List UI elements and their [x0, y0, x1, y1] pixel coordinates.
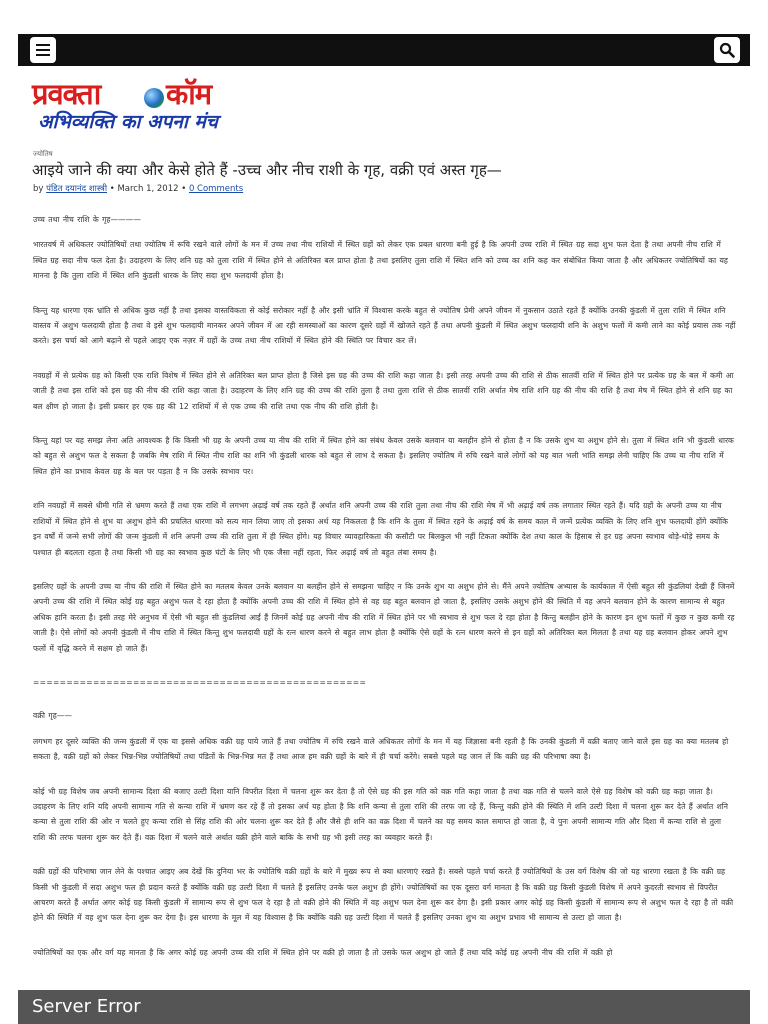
meta-separator: • — [178, 184, 189, 194]
logo-text-com: कॉम — [166, 77, 212, 111]
globe-icon — [144, 88, 164, 108]
content-paragraph: इसलिए ग्रहों के अपनी उच्च या नीच की राशि में स्थित होने का मतलब केवल उनके बलवान या बलहीन होने से समझना चाहिए न कि उनके शुभ या अशुभ होने से। मैंने अपने ज्योतिष अभ्यास के कार्यकाल में ऐसी बहुत सी कुंडलियां देखी हैं जिनमें अपनी उच्च की राशि में स्थित कोई ग्रह बहुत अशुभ फल दे रहा होता है क्योंकि अपनी उच्च की राशि में स्थित होने से वह ग्रह बहुत बलवान हो जाता है, इसलिए उसके अशुभ होने की स्थिति में वह अपने बलवान होने के कारण सामान्य से बहुत अधिक हानि करता है। इसी तरह मेरे अनुभव में ऐसी भी बहुत सी कुंडलियां आईं हैं जिनमें कोई ग्रह अपनी नीच की राशि में स्थित होने पर भी स्वभाव से शुभ फल दे रहा होता है किन्तु बलहीन होने के कारण इन शुभ फलों में कुछ न कुछ कमी रह जाती है। ऐसे लोगों को अपनी कुंडली में नीच राशि में स्थित किन्तु शुभ फलदायी ग्रहों के रत्न धारण करने से बहुत लाभ होता है क्योंकि ऐसे ग्रहों के रत्न धारण करने से इन ग्रहों को अतिरिक्त बल मिलता है तथा यह ग्रह बलवान होकर अपने शुभ फलों में वृद्धि करने में सक्षम हो जाते हैं। — [33, 581, 735, 653]
section-heading: उच्च तथा नीच राशि के गृह———— — [33, 215, 141, 224]
content-paragraph: शनि नवग्रहों में सबसे धीमी गति से भ्रमण करते हैं तथा एक राशि में लगभग अढ़ाई वर्ष तक रहते हैं अर्थात शनि अपनी उच्च की राशि तुला तथा नीच की राशि मेष में भी अढ़ाई वर्ष तक लगातार स्थित रहते हैं। यदि ग्रहों के अपनी उच्च या नीच राशियों में स्थित होने से शुभ या अशुभ होने की प्रचलित धारणा को सत्य मान लिया जाए तो इसका अर्थ यह निकलता है कि शनि के तुला में स्थित रहने के अढ़ाई वर्ष के समय काल में जन्में प्रत्येक व्यक्ति के लिए शनि शुभ फलदायी होंगे क्योंकि इन वर्षों में जन्मे सभी लोगों की जन्म कुंडली में शनि अपनी उच्च की राशि तुला में ही स्थित होंगे। यह विचार व्यावहारिकता की कसौटी पर बिलकुल भी नहीं टिकता क्योंकि देश तथा काल के हिसाब से हर ग्रह अपना स्वभाव थोड़े-थोड़े समय के पश्चात ही बदलता रहता है तथा किसी भी ग्रह का स्वभाव कुछ घंटों के लिए भी एक जैसा नहीं रहता, फिर अढ़ाई वर्ष तो बहुत लंबा समय है। — [33, 501, 728, 557]
content-paragraph: वक्री ग्रहों की परिभाषा जान लेने के पश्चात आइए अब देखें कि दुनिया भर के ज्योतिषि वक्री ग्रहों के बारे में मुख्य रूप से क्या धारणाएं रखते हैं। सबसे पहले चर्चा करते हैं ज्योतिषियों के उस वर्ग विशेष की जो यह धारणा रखता है कि वक्री ग्रह किसी भी कुंडली में सदा अशुभ फल ही प्रदान करते हैं क्योंकि वक्री ग्रह उल्टी दिशा में चलते हैं इसलिए उनके फल अशुभ ही होंगे। ज्योतिषियों का एक दूसरा वर्ग मानता है कि वक्री ग्रह किसी कुंडली विशेष में अपने कुदरती स्वभाव से विपरीत आचरण करते हैं अर्थात अगर कोई ग्रह किसी कुंडली में सामान्य रूप से शुभ फल दे रहा है तो वक्री होने की स्थिति में वह अशुभ फल देना शुरू कर देगा है। इसी प्रकार अगर कोई ग्रह किसी कुंडली में सामान्य रूप से अशुभ फल दे रहा है तो वक्री होने की स्थिति में वह शुभ फल देना शुरू कर देगा है। इस धारणा के मूल में यह विश्वास है कि क्योंकि वक्री ग्रह उल्टी दिशा में चलते हैं इसलिए उनका शुभ या अशुभ प्रभाव भी सामान्य से उल्टा हो जाता है। — [33, 867, 734, 923]
post-title: आइये जाने की क्या और केसे होते हैं -उच्च और नीच राशी के गृह, वक्री एवं अस्त गृह— — [32, 161, 502, 179]
post-meta — [33, 183, 243, 194]
site-logo[interactable] — [32, 74, 262, 136]
content-paragraph: किन्तु यह धारणा एक भ्रांति से अधिक कुछ नहीं है तथा इसका वास्तविकता से कोई सरोकार नहीं है और इसी भ्रांति में विश्वास करके बहुत से ज्योतिष प्रेमी अपने जीवन में नुकसान उठाते रहते हैं क्योंकि उनकी कुंडली में तुला राशि में स्थित शनि वास्तव में अशुभ फलदायी होता है तथा वे इसे शुभ फलदायी मानकर अपने जीवन में आ रही समस्याओं का कारण दूसरे ग्रहों में खोजते रहते हैं तथा अपनी कुंडली में स्थित अशुभ फलदायी शनि के अशुभ फलों में कमी लाने का कोई प्रयास तक नहीं करते। इस चर्चा को आगे बढ़ाने से पहले आइए एक नज़र में ग्रहों के उच्च तथा नीच राशियों में स्थित होने की स्थिति पर विचार कर लें। — [33, 305, 736, 346]
logo-tagline: अभिव्यक्ति का अपना मंच — [38, 111, 218, 133]
post-content — [33, 212, 736, 979]
server-error-banner: Server Error — [18, 990, 750, 1024]
comments-link[interactable]: 0 Comments — [188, 184, 244, 194]
content-paragraph: नवग्रहों में से प्रत्येक ग्रह को किसी एक राशि विशेष में स्थित होने से अतिरिक्त बल प्राप्त होता है जिसे इस ग्रह की उच्च की राशि कहा जाता है। इसी तरह अपनी उच्च की राशि से ठीक सातवीं राशि में स्थित होने पर प्रत्येक ग्रह के बल में कमी आ जाती है तथा इस राशि को इस ग्रह की नीच की राशि कहा जाता है। उदाहरण के लिए शनि ग्रह की उच्च की राशि तुला है तथा तुला राशि से ठीक सातवीं राशि अर्थात मेष राशि शनि ग्रह की नीच की राशि है तथा मेष में स्थित होने से शनि ग्रह का बल क्षीण हो जाता है। इसी प्रकार हर एक ग्रह की 12 राशियों में से एक उच्च की राशि तथा एक नीच की राशि होती है। — [33, 370, 734, 411]
content-paragraph: कोई भी ग्रह विशेष जब अपनी सामान्य दिशा की बजाए उल्टी दिशा यानि विपरीत दिशा में चलना शुरू कर देता है तो ऐसे ग्रह की इस गति को वक्र गति कहा जाता है तथा वक्र गति से चलने वाले ऐसे ग्रह विशेष को वक्री ग्रह कहा जाता है। उदाहरण के लिए शनि यदि अपनी सामान्य गति से कन्या राशि में भ्रमण कर रहे हैं तो इसका अर्थ यह होता है कि शनि कन्या से तुला राशि की तरफ जा रहे हैं, किन्तु वक्री होने की स्थिति में शनि उल्टी दिशा में चलना शुरू कर देते हैं अर्थात शनि कन्या से तुला राशि की ओर न चलते हुए कन्या राशि से सिंह राशि की ओर चलना शुरू कर देते हैं और जैसे ही शनि का वक्र दिशा में चलने का यह समय काल समाप्त हो जाता है, वे पुनः अपनी सामान्य गति और दिशा में कन्या राशि से तुला राशि की तरफ चलना शुरू कर देते हैं। वक्र दिशा में चलने वाले अर्थात वक्री होने वाले बाकि के सभी ग्रह भी इसी तरह का व्यवहार करते हैं। — [33, 786, 728, 842]
content-paragraph: ज्योतिषियों का एक और वर्ग यह मानता है कि अगर कोई ग्रह अपनी उच्च की राशि में स्थित होने पर वक्री हो जाता है तो उसके फल अशुभ हो जाते हैं तथा यदि कोई ग्रह अपनी नीच की राशि में वक्री हो — [33, 947, 613, 957]
content-paragraph: लगभग हर दूसरे व्यक्ति की जन्म कुंडली में एक या इससे अधिक वक्री ग्रह पाये जाते हैं तथा ज्योतिष में रुचि रखने वाले अधिकतर लोगों के मन में यह जिज्ञासा बनी रहती है कि उनकी कुंडली में वक्री बताए जाने वाले इस ग्रह का क्या मतलब हो सकता है, वक्री ग्रहों को लेकर भिन्न-भिन्न ज्योतिषियों तथा पंडितों के भिन्न-भिन्न मत हैं तथा आज हम वक्री ग्रहों के बारे में ही चर्चा करेंगे। सबसे पहले यह जान लें कि वक्री ग्रह की परिभाषा क्या है। — [33, 736, 729, 762]
separator-line: ================================================== — [33, 677, 367, 687]
top-navigation-bar — [18, 34, 750, 66]
logo-text-pravakta: प्रवक्ता — [32, 77, 101, 111]
section-heading: वक्री गृह—— — [33, 711, 72, 721]
content-paragraph: भारतवर्ष में अधिकतर ज्योतिषियों तथा ज्योतिष में रूचि रखने वाले लोगों के मन में उच्च तथा नीच राशियों में स्थित ग्रहों को लेकर एक प्रबल धारणा बनी हुई है कि अपनी उच्च राशि में स्थित ग्रह सदा शुभ फल देता है तथा अपनी नीच राशि में स्थित ग्रह सदा नीच फल देता है। उदाहरण के लिए शनि ग्रह को तुला राशि में स्थित होने से अतिरिक्त बल प्राप्त होता है तथा इसलिए तुला राशि में स्थित शनि को उच्च का शनि कह कर संबोधित किया जाता है और अधिकतर ज्योतिषियों का यह मानना है कि तुला राशि में स्थित शनि कुंडली धारक के लिए सदा शुभ फलदायी होता है। — [33, 240, 728, 281]
by-label: by — [33, 184, 44, 194]
meta-separator: • — [107, 184, 118, 194]
content-paragraph: किन्तु यहां पर यह समझ लेना अति आवश्यक है कि किसी भी ग्रह के अपनी उच्च या नीच की राशि में स्थित होने का संबंध केवल उसके बलवान या बलहीन होने से होता है न कि उसके शुभ या अशुभ होने से। तुला में स्थित शनि भी कुंडली धारक को बहुत से अशुभ फल दे सकता है जबकि मेष राशि में स्थित नीच राशि का शनि भी कुंडली धारक को बहुत से लाभ दे सकता है। इसलिए ज्योतिष में रुचि रखने वाले लोगों को यह बात भली भांति समझ लेनी चाहिए कि उच्च या नीच राशि में स्थित होने का प्रभाव केवल ग्रह के बल पर पड़ता है न कि उसके स्वभाव पर। — [33, 436, 734, 476]
post-date: March 1, 2012 — [117, 184, 179, 194]
search-icon[interactable] — [714, 37, 740, 63]
hamburger-icon[interactable] — [30, 37, 56, 63]
post-category-link[interactable]: ज्योतिष — [33, 150, 53, 158]
author-link[interactable]: पंडित दयानंद शास्त्री — [46, 184, 108, 194]
